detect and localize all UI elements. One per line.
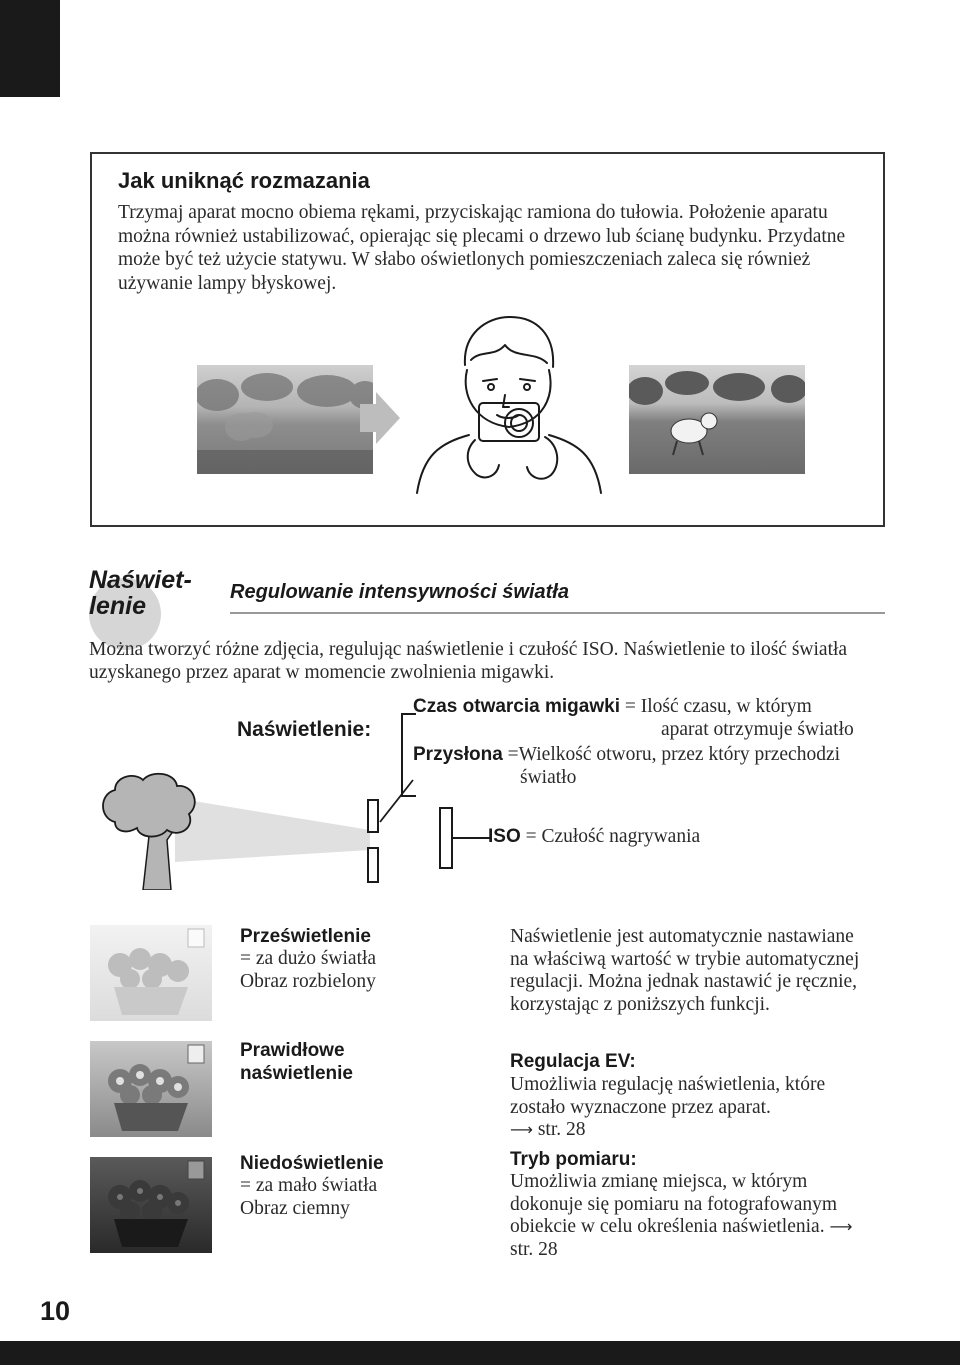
- correct-exposure-title: Prawidłowe: [240, 1040, 345, 1061]
- section-tab-line1: Naświet-: [89, 566, 192, 594]
- ev-page-ref[interactable]: str. 28: [537, 1119, 586, 1140]
- metering-arrow-icon: ⟶: [829, 1217, 853, 1236]
- page-number: 10: [40, 1296, 71, 1326]
- metering-page-ref[interactable]: str. 28: [510, 1238, 558, 1260]
- aperture-eq-line2: światło: [520, 767, 577, 788]
- underexposure-title: Niedoświetlenie: [240, 1153, 384, 1174]
- tip-body: Trzymaj aparat mocno obiema rękami, przyciskając ramiona do tułowia. Położenie aparatu można również ustabilizować, opierając się plecami o drzewo lub ścianę budynku. Przydatne może być też użycie statywu. W słabo oświetlonych pomieszczeniach zaleca się również używanie lampy błyskowej.: [118, 202, 846, 294]
- exposure-label: Naświetlenie:: [237, 718, 372, 741]
- corner-tab-marker: [0, 0, 60, 97]
- correct-exposure-title2: naświetlenie: [240, 1063, 353, 1084]
- overexposure-line1: = za dużo światła: [240, 948, 377, 969]
- underexposure-line2: Obraz ciemny: [240, 1197, 350, 1219]
- metering-text: [510, 1171, 870, 1261]
- ev-title: Regulacja EV:: [510, 1051, 636, 1072]
- tree-icon: [103, 774, 195, 890]
- person-camera-illustration: [405, 315, 620, 495]
- sensor-icon: [440, 808, 452, 868]
- ev-arrow-icon: ⟶: [510, 1120, 533, 1139]
- aperture-eq: =Wielkość otworu, przez który przechodzi: [502, 744, 841, 765]
- iso-term: ISO: [488, 826, 521, 847]
- aperture-definition: [413, 744, 840, 767]
- tip-title: Jak uniknąć rozmazania: [118, 168, 370, 193]
- section-intro: Można tworzyć różne zdjęcia, regulując naświetlenie i czułość ISO. Naświetlenie to ilość światła uzyskanego przez aparat w momencie zwolnienia migawki.: [89, 639, 848, 683]
- shutter-term: Czas otwarcia migawki: [413, 696, 620, 717]
- underexposure-label: [240, 1153, 384, 1220]
- overexposure-title: Prześwietlenie: [240, 926, 371, 947]
- shutter-eq: = Ilość czasu, w którym: [619, 696, 812, 717]
- section-title: Regulowanie intensywności światła: [230, 581, 569, 603]
- section-tab-line2: lenie: [89, 592, 146, 620]
- ev-body: Umożliwia regulację naświetlenia, które zostało wyznaczone przez aparat.: [510, 1074, 826, 1118]
- iso-eq: = Czułość nagrywania: [520, 826, 701, 847]
- overexposure-line2: Obraz rozbielony: [240, 970, 376, 992]
- shutter-eq-line2: aparat otrzymuje światło: [661, 719, 854, 740]
- section-rule: [230, 612, 885, 614]
- iso-definition: [488, 826, 700, 849]
- light-path-illustration: [95, 770, 495, 890]
- overexposed-photo: [90, 925, 212, 1021]
- ev-text: [510, 1074, 880, 1142]
- metering-title: Tryb pomiaru:: [510, 1149, 637, 1170]
- blurred-photo: [197, 365, 373, 474]
- underexposure-line1: = za mało światła: [240, 1175, 378, 1196]
- sharp-photo: [629, 365, 805, 474]
- overexposure-label: [240, 926, 376, 993]
- correct-exposure-photo: [90, 1041, 212, 1137]
- section-tab-label: [89, 567, 192, 619]
- aperture-term: Przysłona: [413, 744, 503, 765]
- metering-body: Umożliwia zmianę miejsca, w którym dokonuje się pomiaru na fotografowanym obiekcie w celu określenia naświetlenia.: [510, 1171, 838, 1237]
- correct-exposure-label: [240, 1039, 353, 1085]
- arrow-right-icon: [360, 392, 400, 444]
- auto-exposure-text: Naświetlenie jest automatycznie nastawiane na właściwą wartość w trybie automatycznej regulacji. Można jednak nastawić je ręcznie, korzystając z poniższych funkcji.: [510, 926, 860, 1015]
- footer-bar: [0, 1341, 960, 1365]
- shutter-definition: [413, 696, 812, 719]
- underexposed-photo: [90, 1157, 212, 1253]
